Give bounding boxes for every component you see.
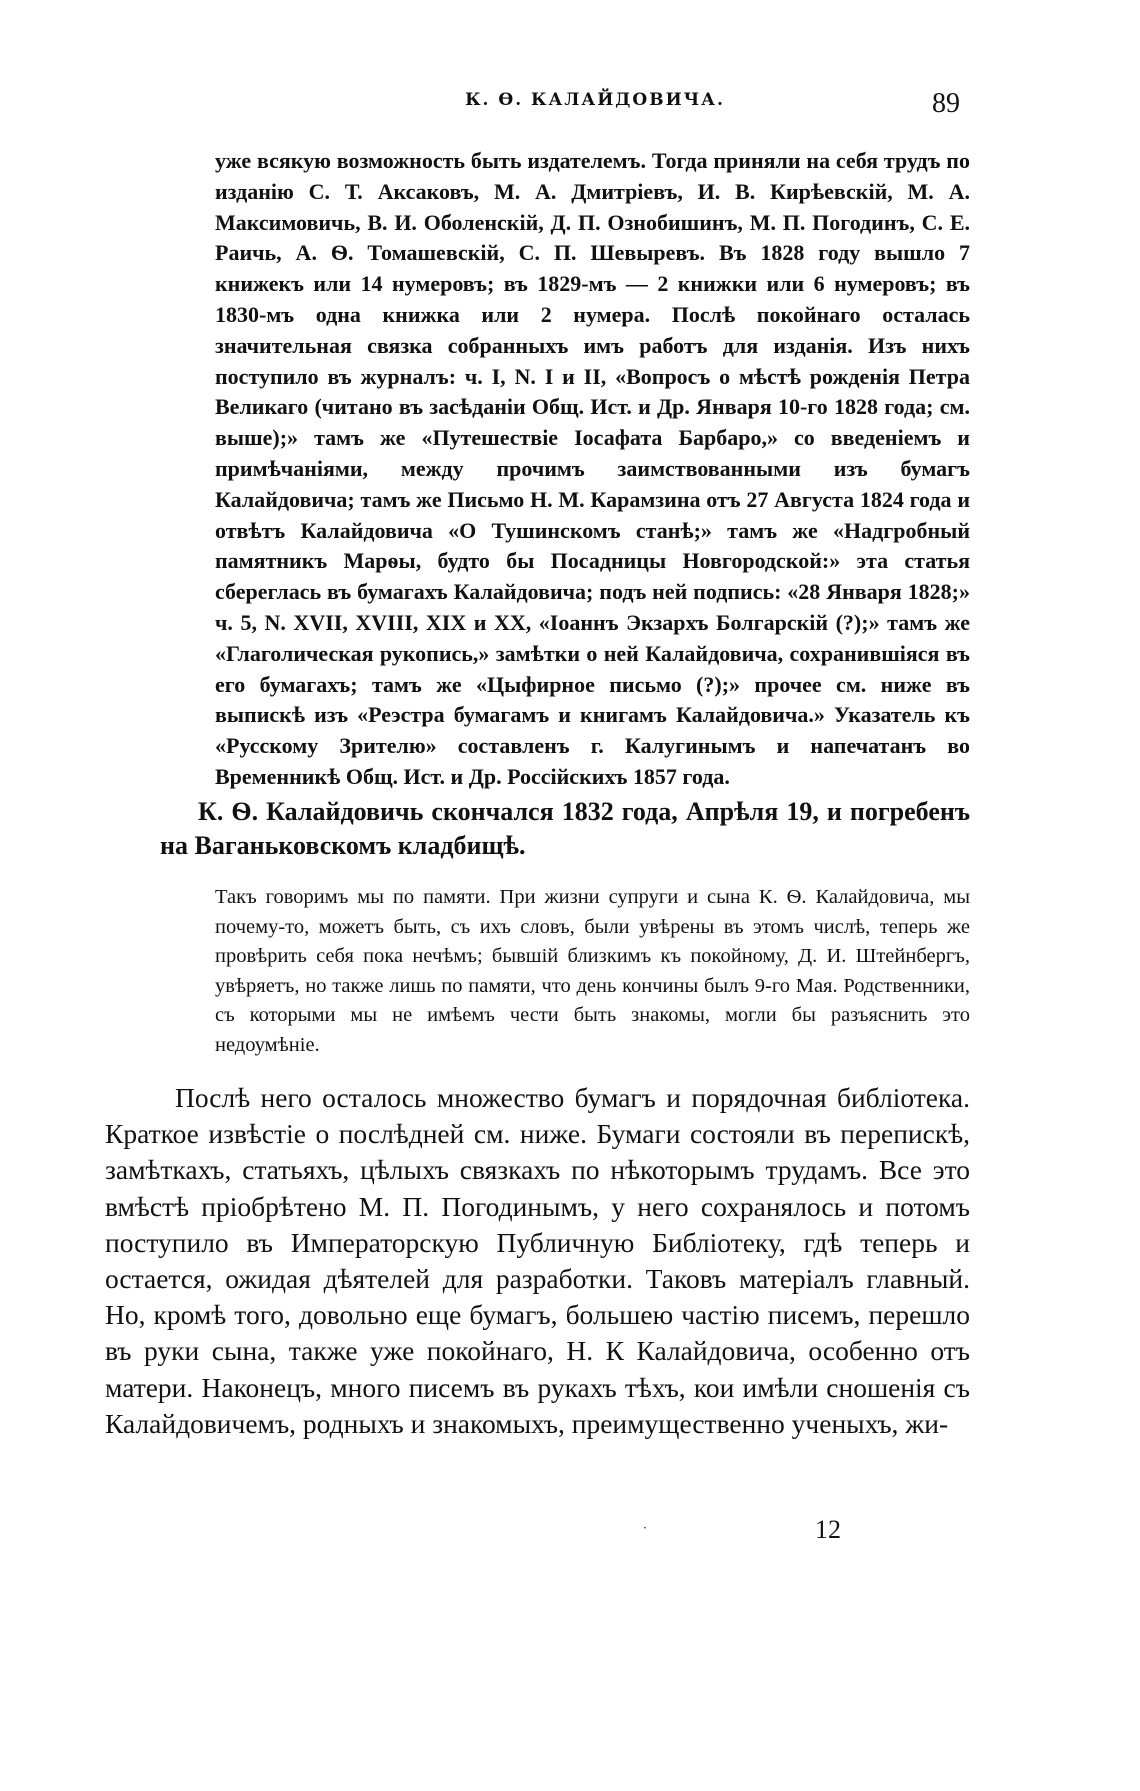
signature-mark: 12: [815, 1515, 841, 1544]
running-header: [215, 88, 975, 128]
paragraph-papers: Послѣ него осталось множество бумагъ и порядочная библіотека. Краткое извѣстіе о послѣдней см. ниже. Бумаги состояли въ перепискѣ, замѣткахъ, статьяхъ, цѣлыхъ связкахъ по нѣкоторымъ трудамъ. Все это вмѣстѣ пріобрѣтено М. П. Погодинымъ, у него сохранялось и потомъ поступило въ Императорскую Публичную Библіотеку, гдѣ теперь и остается, ожидая дѣятелей для разработки. Таковъ матеріалъ главный. Но, кромѣ того, довольно еще бумагъ, большею частію писемъ, перешло въ руки сына, также уже покойнаго, Н. К Калайдовича, особенно отъ матери. Наконецъ, много писемъ въ рукахъ тѣхъ, кои имѣли сношенія съ Калайдовичемъ, родныхъ и знакомыхъ, преимущественно ученыхъ, жи-: [105, 1082, 970, 1439]
stray-mark: ·: [643, 1521, 647, 1535]
paragraph-death-note: К. Ѳ. Калайдовичь скончался 1832 года, Апрѣля 19, и погребенъ на Ваганьковскомъ кладбищѣ.: [160, 797, 970, 860]
page-number: 89: [932, 88, 960, 119]
paragraph-continuation: уже всякую возможность быть издателемъ. Тогда приняли на себя трудъ по изданію С. Т. Аксаковъ, М. А. Дмитріевъ, И. В. Кирѣевскій, М. А. Максимовичь, В. И. Оболенскій, Д. П. Ознобишинъ, М. П. Погодинъ, С. Е. Раичь, А. Ѳ. Томашевскій, С. П. Шевыревъ. Въ 1828 году вышло 7 книжекъ или 14 нумеровъ; въ 1829-мъ — 2 книжки или 6 нумеровъ; въ 1830-мъ одна книжка или 2 нумера. Послѣ покойнаго осталась значительная связка собранныхъ имъ работъ для изданія. Изъ нихъ поступило въ журналъ: ч. I, N. I и II, «Вопросъ о мѣстѣ рожденія Петра Великаго (читано въ засѣданіи Общ. Ист. и Др. Января 10-го 1828 года; см. выше);» тамъ же «Путешествіе Іосафата Барбаро,» со введеніемъ и примѣчаніями, между прочимъ заимствованными изъ бумагъ Калайдовича; тамъ же Письмо Н. М. Карамзина отъ 27 Августа 1824 года и отвѣтъ Калайдовича «О Тушинскомъ станѣ;» тамъ же «Надгробный памятникъ Марѳы, будто бы Посадницы Новгородской:» эта статья сбереглась въ бумагахъ Калайдовича; подъ ней подпись: «28 Января 1828;» ч. 5, N. XVII, XVIII, XIX и XX, «Іоаннъ Экзархъ Болгарскій (?);» тамъ же «Глаголическая рукопись,» замѣтки о ней Калайдовича, сохранившіяся въ его бумагахъ; тамъ же «Цыфирное письмо (?);» прочее см. ниже въ выпискѣ изъ «Реэстра бумагамъ и книгамъ Калайдовича.» Указатель къ «Русскому Зрителю» составленъ г. Калугинымъ и напечатанъ во Временникѣ Общ. Ист. и Др. Россійскихъ 1857 года.: [215, 148, 970, 789]
header-title: К. Ѳ. КАЛАЙДОВИЧА.: [465, 90, 725, 110]
paragraph-memory-note: Такъ говоримъ мы по памяти. При жизни супруги и сына К. Ѳ. Калайдовича, мы почему-то, можетъ быть, съ ихъ словъ, были увѣрены въ этомъ числѣ, теперь же провѣрить себя пока нечѣмъ; бывшій близкимъ къ покойному, Д. И. Штейнбергъ, увѣряетъ, но также лишь по памяти, что день кончины былъ 9-го Мая. Родственники, съ которыми мы не имѣемъ чести быть знакомы, могли бы разъяснить это недоумѣніе.: [215, 886, 970, 1056]
